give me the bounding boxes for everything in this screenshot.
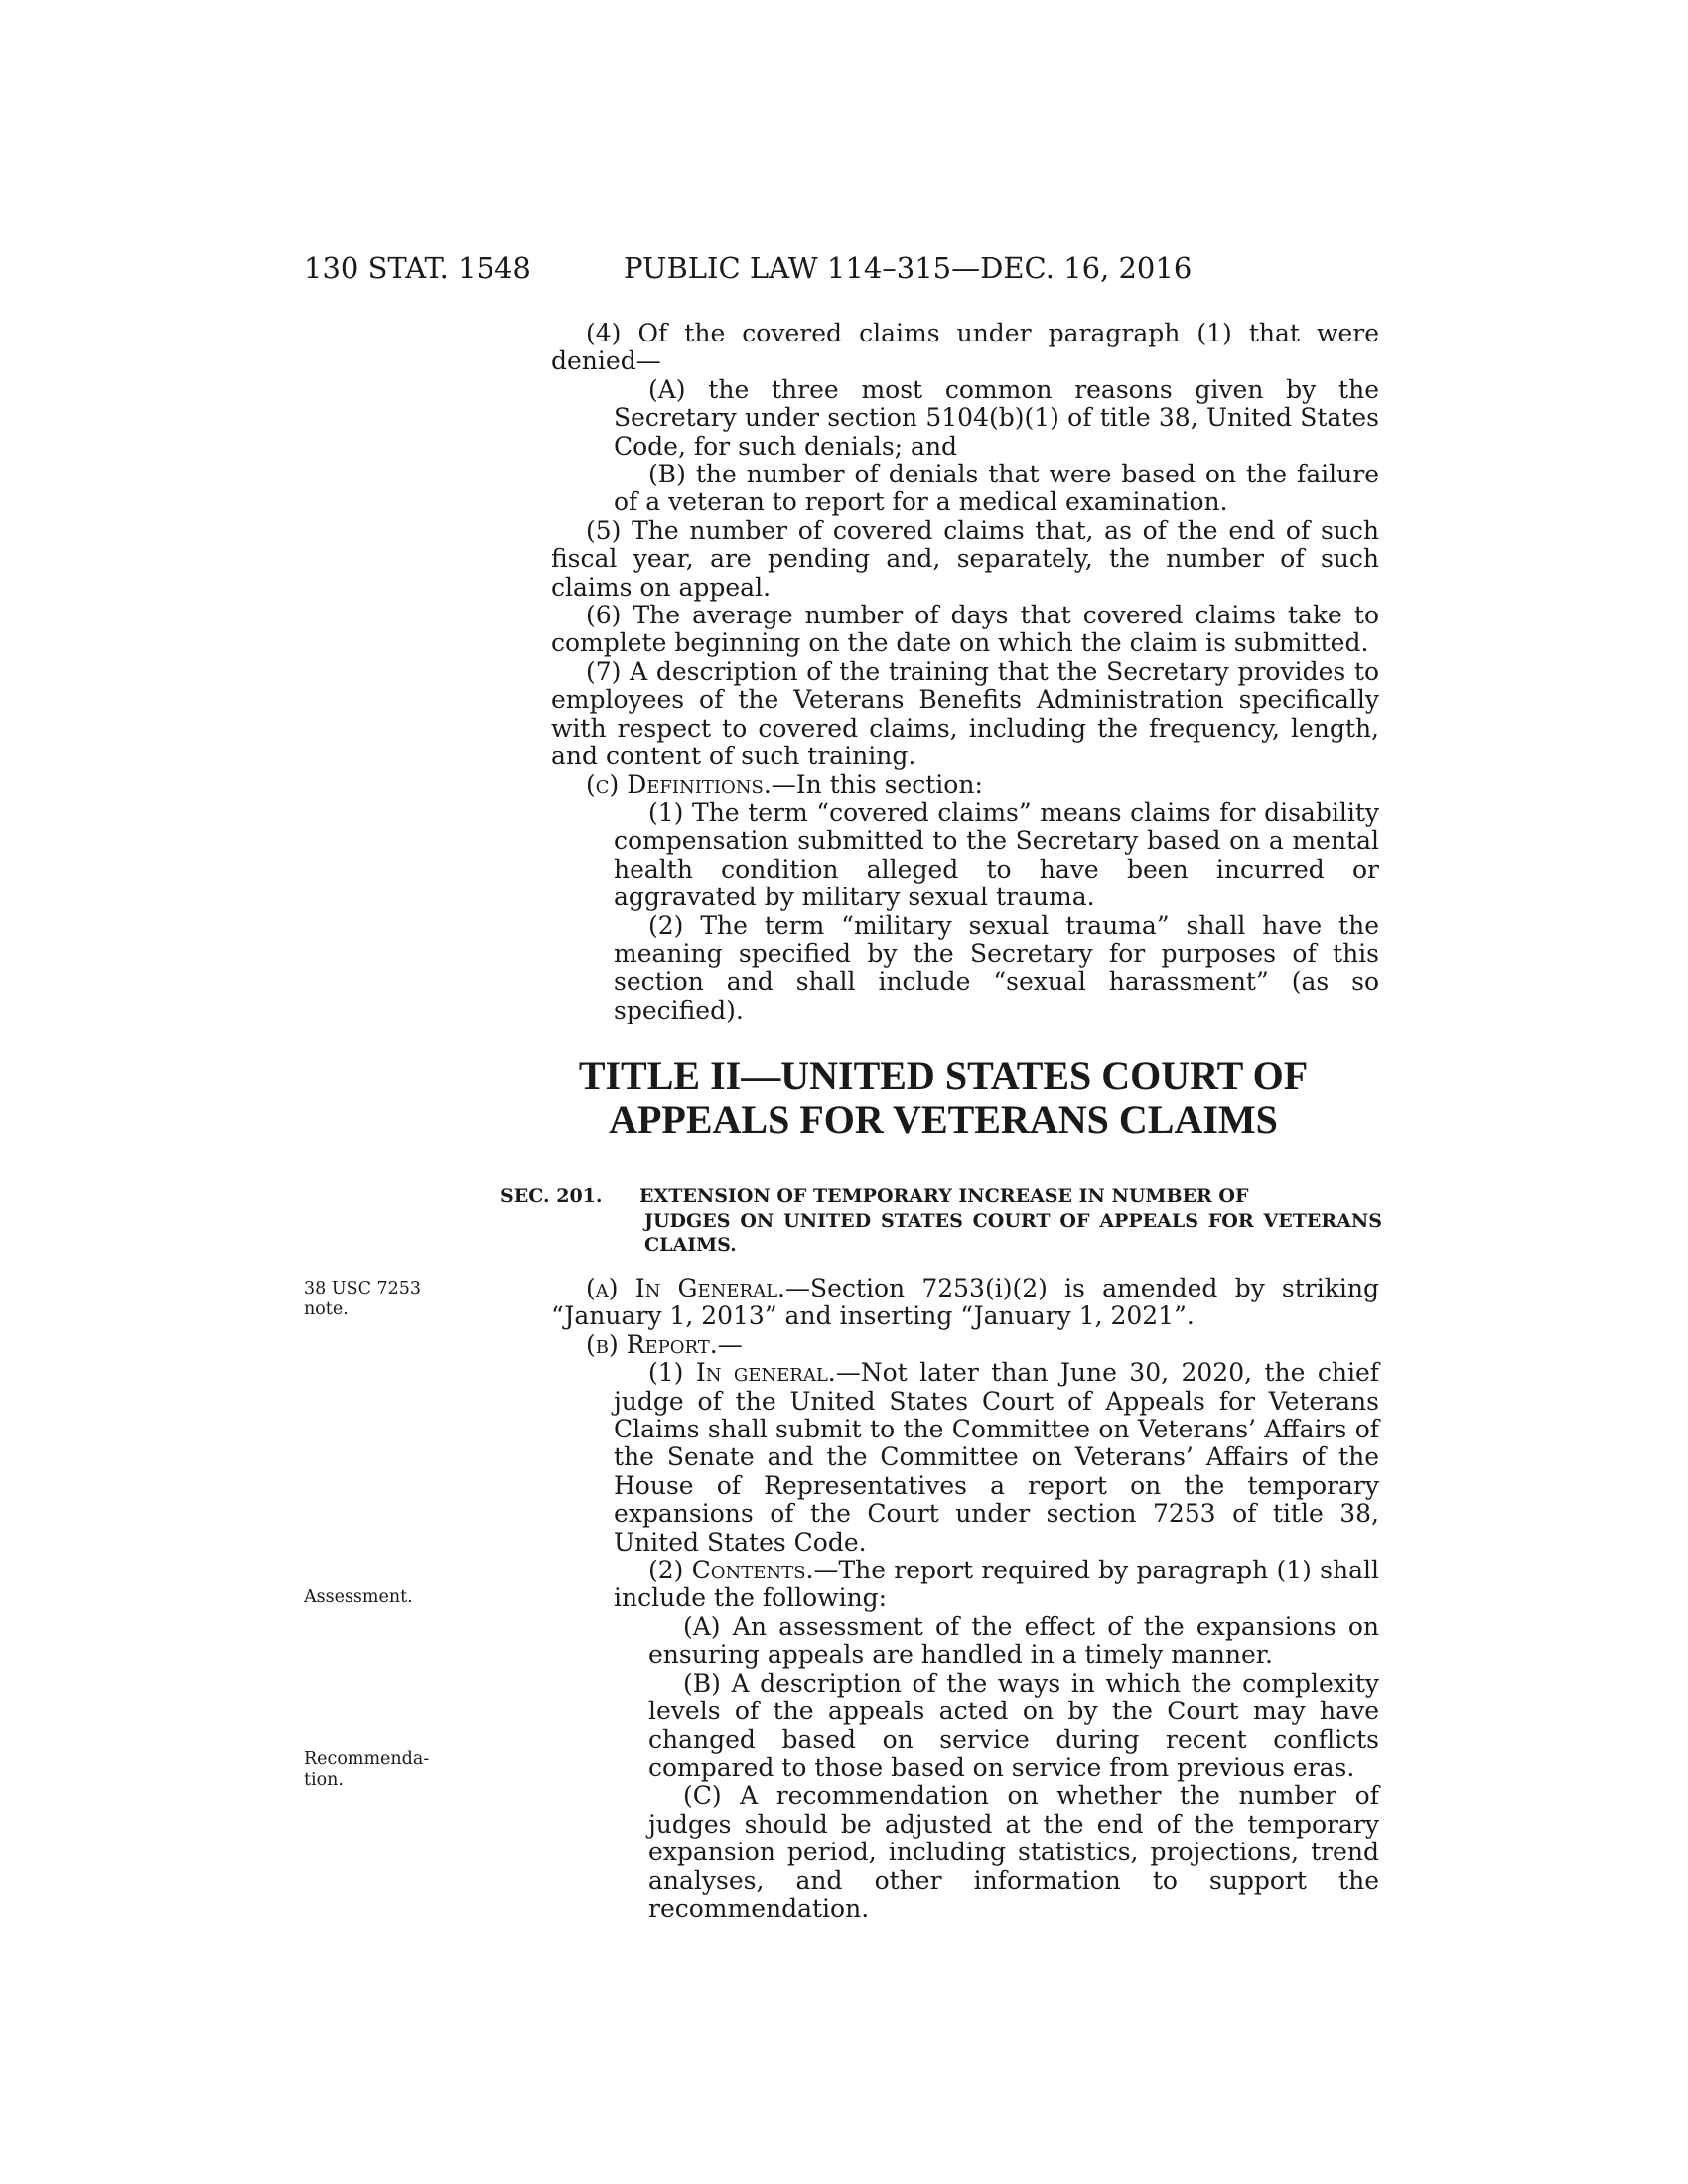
definitions-subsection (551, 771, 1379, 799)
section-a-text (551, 320, 1379, 1024)
subsection-b-label: (b) Report. (586, 1329, 718, 1359)
margin-note-usc (304, 1279, 443, 1320)
subsection-b (551, 1331, 1379, 1359)
subsection-a-text: —Section 7253(i)(2) is amended by striking “January 1, 2013” and inserting “January 1, 2021”. (551, 1274, 1379, 1331)
title-heading (516, 1054, 1370, 1142)
paragraph-4b: (B) the number of denials that were based on the failure of a veteran to report for a medical examination. (614, 460, 1379, 517)
definitions-text: —In this section: (771, 769, 983, 799)
section-201-text (551, 1275, 1379, 1923)
paragraph-b2-text: —The report required by paragraph (1) shall include the following: (614, 1556, 1379, 1613)
margin-note-recommendation-line-1: Recommenda- (304, 1749, 430, 1769)
stat-page-number: 130 STAT. 1548 (304, 251, 531, 285)
section-heading-line-1: EXTENSION OF TEMPORARY INCREASE IN NUMBER OF (639, 1185, 1249, 1207)
subsection-b-text: — (717, 1329, 743, 1359)
section-number: SEC. 201. (500, 1185, 603, 1207)
paragraph-7: (7) A description of the training that the Secretary provides to employees of the Veterans Benefits Administration specifically with respect to covered claims, including the frequency, length, and content of such training. (551, 656, 1379, 771)
paragraph-b1-label: (1) In general. (648, 1358, 836, 1388)
paragraph-6: (6) The average number of days that covered claims take to complete beginning on the date on which the claim is submitted. (551, 601, 1379, 658)
section-201-heading (500, 1184, 1382, 1258)
margin-note-assessment-text: Assessment. (304, 1587, 413, 1607)
margin-note-recommendation (304, 1749, 443, 1791)
title-line-1: TITLE II—UNITED STATES COURT OF (578, 1053, 1309, 1098)
public-law-heading: PUBLIC LAW 114–315—DEC. 16, 2016 (624, 251, 1193, 285)
margin-note-recommendation-line-2: tion. (304, 1770, 344, 1790)
paragraph-b2 (551, 1557, 1379, 1613)
paragraph-b2-label: (2) Contents. (648, 1556, 814, 1585)
subsection-a-label: (a) In General. (586, 1274, 785, 1302)
paragraph-b1-text: —Not later than June 30, 2020, the chief judge of the United States Court of Appeals for Veterans Claims shall submit to the Committee on Veterans’ Affairs of the Senate and the Committee on Veterans’ Affairs of the House of Representatives a report on the temporary expansions of the Court under section 7253 of title 38, United States Code. (614, 1358, 1379, 1557)
title-line-2: APPEALS FOR VETERANS CLAIMS (609, 1097, 1278, 1142)
subsection-a (551, 1275, 1379, 1331)
paragraph-b2b: (B) A description of the ways in which the complexity levels of the appeals acted on by the Court may have changed based on service during recent conflicts compared to those based on service from previous eras. (648, 1668, 1379, 1782)
running-head (304, 251, 1227, 291)
definitions-label: (c) Definitions. (586, 769, 772, 799)
paragraph-b1 (551, 1359, 1379, 1557)
paragraph-5: (5) The number of covered claims that, as of the end of such fiscal year, are pending and, separately, the number of such claims on appeal. (551, 515, 1379, 602)
margin-note-assessment (304, 1587, 443, 1608)
paragraph-b2c: (C) A recommendation on whether the number of judges should be adjusted at the end of the temporary expansion period, including statistics, projections, trend analyses, and other information to support the recommendation. (648, 1781, 1379, 1923)
section-heading-rest: JUDGES ON UNITED STATES COURT OF APPEALS FOR VETERANS CLAIMS. (644, 1209, 1382, 1256)
paragraph-4a: (A) the three most common reasons given by the Secretary under section 5104(b)(1) of title 38, United States Code, for such denials; and (614, 374, 1379, 461)
paragraph-b2a: (A) An assessment of the effect of the expansions on ensuring appeals are handled in a timely manner. (648, 1611, 1379, 1670)
definition-1: (1) The term “covered claims” means claims for disability compensation submitted to the Secretary based on a mental health condition alleged to have been incurred or aggravated by military sexual trauma. (614, 797, 1379, 912)
definition-2: (2) The term “military sexual trauma” shall have the meaning specified by the Secretary for purposes of this section and shall include “sexual harassment” (as so specified). (614, 910, 1379, 1024)
margin-note-usc-line-2: note. (304, 1299, 349, 1319)
paragraph-4: (4) Of the covered claims under paragraph (1) that were denied— (551, 319, 1379, 376)
margin-note-usc-line-1: 38 USC 7253 (304, 1279, 422, 1298)
